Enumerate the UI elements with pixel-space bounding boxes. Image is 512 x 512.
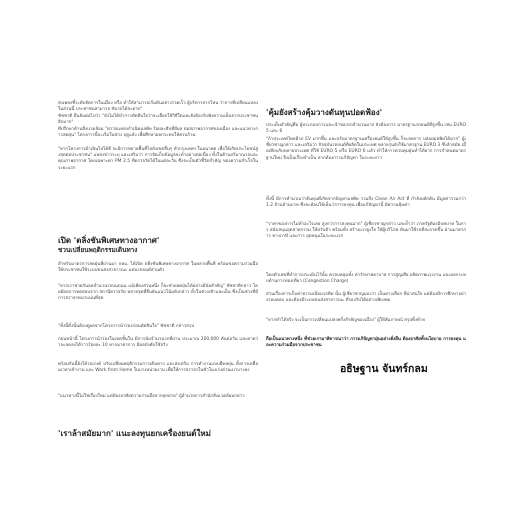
left-paragraph-9: พร้อมกันนี้ยังได้รณรงค์ ปรับเปลี่ยนพฤติกรรมการเดินทาง และส่งเสริม การทำงานแบบยืดหยุ่น ทั้งการเหลื่อมเวลาเข้างาน และ Work from Home ในบางหน่วยงาน เพื่อให้การจราจรในชั่วโมงเร่งด่วนเบาบางลง bbox=[58, 362, 258, 374]
left-paragraph-3: ที่ปรึกษาด้านสิ่งแวดล้อม "ตรวจแหล่งกำเนิดมลพิษ ร้อยละสิบที่มีผล ต่อสภาพอากาศของเมือง และแนวทางการลดฝุ่น" โครงการนี้จะเริ่มในช่วง ฤดูแล้ง เพื่อศึกษาผลกระทบให้ครบถ้วน bbox=[58, 127, 258, 139]
left-paragraph-5: สำหรับมาตรการลดฝุ่นที่ผ่านมา กทม. ได้เปิด ตลิ่งชันพิเศษทางอากาศ ในหลายพื้นที่ พร้อมขอความร่วมมือ ให้ประชาชนใช้ระบบขนส่งสาธารณะ แทนรถยนต์ส่วนตัว bbox=[58, 262, 258, 274]
left-paragraph-4: "หากโครงการดำเนินไปได้ดี จะมีการขยายพื้นที่ไปยังเขตอื่นๆ ทั่วกรุงเทพฯ ในอนาคต เพื่อให้เกิดประโยชน์สูงสุดต่อประชาชน" แหล่งข่าวระบุ และเสริมว่า การจัดเก็บข้อมูลจะทำอย่างต่อเนื่อง ทั้งในด้านปริมาณรถและคุณภาพอากาศ โดยเฉพาะค่า PM 2.5 ที่ตรวจวัดได้ในแต่ละวัน ซึ่งจะเป็นตัวชี้วัดสำคัญ ของความสำเร็จในระยะแรก bbox=[58, 147, 258, 171]
right-paragraph-2: "ถ้าประเทศไทยมีรถ EV มากขึ้น และปรับมาตรฐานเครื่องยนต์ให้สูงขึ้น ก็จะลดการ ปล่อยมลพิษได้มาก" ผู้เชี่ยวชาญกล่าว และเสริมว่า ปัจจุบันรถยนต์ที่ผลิตในประเทศ หลายรุ่นยังใช้มาตรฐาน EURO 3 ซึ่งล้าสมัย เมื่อเทียบกับหลายประเทศ ที่ใช้ EURO 5 หรือ EURO 6 แล้ว ทำให้การควบคุมฝุ่นทำได้ยาก การกำหนดมาตรฐานใหม่ จึงเป็นเรื่องจำเป็น หากต้องการแก้ปัญหา ในระยะยาว bbox=[266, 137, 466, 161]
right-paragraph-7: "หากทำได้จริง จะเป็นการเปลี่ยนแปลงครั้งสำคัญของเมือง" ผู้ให้สัมภาษณ์ สรุปทิ้งท้าย bbox=[266, 318, 425, 323]
left-section-heading: เปิด 'ตลิ่งชันพิเศษทางอากาศ' bbox=[58, 236, 160, 245]
right-paragraph-5: โดยตัวเลขที่ทำการประเมินไว้นั้น ครอบคลุมทั้ง ค่ารักษาพยาบาล การสูญเสีย ผลิตภาพแรงงาน และผลกระทบด้านการท่องเที่ยว (Congestion Charge) bbox=[266, 273, 466, 285]
left-paragraph-6: "หากเราช่วยกันลดจำนวนรถบนถนน แม้เพียงส่วนหนึ่ง ก็จะช่วยลดฝุ่นได้อย่างมีนัยสำคัญ" ชัชชาติกล่าว โดยมีผลการทดสอบจาก สถานีตรวจวัด หลายจุดที่ยืนยันแนวโน้มดังกล่าว ทั้งในช่วงเช้าและเย็น ซึ่งเป็นช่วงที่มีการจราจรหนาแน่นที่สุด bbox=[58, 284, 258, 302]
left-bottom-heading: 'เราล้าสมัยมาก' แนะลงทุนยกเครื่องยนต์ใหม่ bbox=[58, 429, 211, 438]
left-paragraph-1: ส่งเพลงชี้ระดับจัดการในเมือง หรือ ทำให้สามารถเริ่มต้นอย่างรวดเร็ว ผู้บริหารจากไหน ว่าการที่เปลี่ยนแปลงในส่วนนี้ ประชาชนสามารถ ขับรถได้สะดวก" bbox=[58, 101, 258, 113]
right-section-heading: 'คุ้มยังสร้างคุ้มวางดันทุนปอดฟ้อง' bbox=[266, 108, 383, 117]
left-paragraph-10: "แนวทางนี้ไม่ใช่เรื่องใหม่ แต่ต้องอาศัยความร่วมมือจากทุกฝ่าย" ผู้อำนวยการสำนักสิ่งแวดล้อมกล่าว bbox=[58, 394, 245, 399]
left-paragraph-8: ก่อนหน้านี้ โครงการนำร่องในเขตชั้นใน มีการนับจำนวนรถที่ผ่าน ประมาณ 200,000 คันต่อวัน และคาดว่าจะลดลงได้ราวร้อยละ 10 หากมาตรการ มีผลบังคับใช้จริง bbox=[58, 337, 258, 349]
right-paragraph-1: ประเด็นสำคัญคือ ผู้ประกอบการและเจ้าของรถจำนวนมาก ยังต้องการ มาตรฐานรถยนต์ที่สูงขึ้น เช่น EURO 5 และ 6 bbox=[266, 123, 466, 135]
left-paragraph-2: ชัชชาติ ยืนยันต่อไปว่า "ยังไม่ได้ทำการตัดสินใจว่าจะเลือกใช้วิธีใดและยังต้องรับฟังความเห็นจากประชาชนอีกมาก" bbox=[58, 114, 258, 126]
right-paragraph-4: "ราคาของการไม่ทำอะไรเลย สูงกว่าการลงทุนมาก" ผู้เชี่ยวชาญกล่าว และย้ำว่า ภาครัฐต้องมีบทบาท ในการ สนับสนุนอุตสาหกรรม ให้ปรับตัว พร้อมทั้ง สร้างแรงจูงใจ ให้ผู้บริโภค หันมาใช้รถที่สะอาดขึ้น ผ่านมาตรการ ทางภาษี และการ อุดหนุนในระยะแรก bbox=[266, 222, 466, 240]
right-paragraph-8: ถือเป็นแนวทางหนึ่ง ที่ช่วยเรามาพิจารณาว่า การแก้ปัญหาฝุ่นอย่างยั่งยืน ต้องอาศัยทั้งนโยบาย การลงทุน และความร่วมมือจากประชาชน bbox=[266, 337, 466, 349]
left-section-subheading: ชวนเปลี่ยนพฤติกรรมเดินทาง bbox=[58, 246, 138, 254]
right-paragraph-3: ทั้งนี้ มีการคำนวณว่าต้นทุนที่เกิดจากปัญหามลพิษ รวมถึง Clean Air Act ที่ กำลังผลักดัน มีมูลค่ารวมกว่า 1.2 ล้านล้านบาท ซึ่งสะท้อนให้เห็นว่าการลงทุน เพื่อแก้ปัญหานี้ มีความคุ้มค่า bbox=[266, 197, 466, 209]
left-paragraph-7: "ทั้งนี้ทั้งนั้นต้องดูผลจากโครงการนำร่องก่อนตัดสินใจ" ชัชชาติ กล่าวสรุป bbox=[58, 324, 194, 329]
author-byline: อธิษฐาน จันทร์กลม bbox=[340, 363, 428, 375]
right-paragraph-6: ส่วนเรื่องการเก็บค่าธรรมเนียมรถติด นั้น ผู้เชี่ยวชาญมองว่า เป็นทางเลือก ที่น่าสนใจ แต่ต้องมีการศึกษาอย่างรอบคอบ และต้องมีระบบขนส่งสาธารณะ ที่รองรับได้อย่างเพียงพอ bbox=[266, 292, 466, 304]
